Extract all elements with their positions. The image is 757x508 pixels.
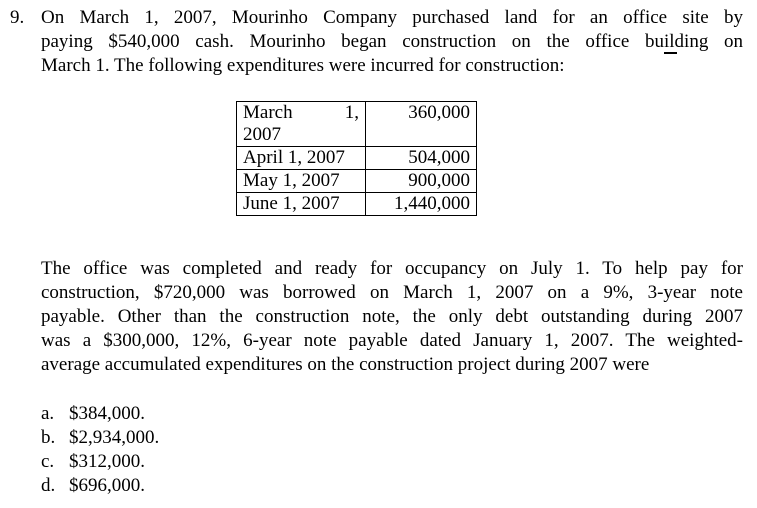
question-intro: [41, 6, 743, 78]
body-line: The office was completed and ready for occupancy on July 1. To help pay for: [41, 258, 743, 279]
date-month: March: [243, 102, 293, 123]
date-cell: April 1, 2007: [237, 147, 366, 170]
date-cell-line: [243, 102, 359, 124]
expenditures-table: [236, 101, 477, 216]
option-d[interactable]: [41, 474, 159, 498]
question-body: [41, 257, 743, 377]
answer-options: [41, 402, 159, 498]
amount-cell: 1,440,000: [366, 193, 477, 216]
intro-line: paying $540,000 cash. Mourinho began construction on the office building on: [41, 31, 743, 52]
option-text: $696,000.: [69, 475, 145, 496]
option-text: $312,000.: [69, 451, 145, 472]
table-row: [237, 193, 477, 216]
option-letter: b.: [41, 427, 56, 448]
intro-line: March 1. The following expenditures were incurred for construction:: [41, 55, 565, 76]
amount-cell: 900,000: [366, 170, 477, 193]
date-year: 2007: [243, 124, 281, 145]
body-line: was a $300,000, 12%, 6-year note payable dated January 1, 2007. The weighted-: [41, 330, 743, 351]
question-number: 9.: [10, 7, 25, 28]
table-row: [237, 170, 477, 193]
table-row: [237, 102, 477, 147]
date-cell: June 1, 2007: [237, 193, 366, 216]
table-row: [237, 147, 477, 170]
option-letter: a.: [41, 403, 55, 424]
body-line: payable. Other than the construction note, the only debt outstanding during 2007: [41, 306, 743, 327]
date-cell: [237, 102, 366, 147]
option-text: $2,934,000.: [69, 427, 160, 448]
option-letter: c.: [41, 451, 55, 472]
option-a[interactable]: [41, 402, 159, 426]
date-day: 1,: [344, 102, 359, 123]
intro-line: On March 1, 2007, Mourinho Company purchased land for an office site by: [41, 7, 743, 28]
date-cell: May 1, 2007: [237, 170, 366, 193]
option-letter: d.: [41, 475, 56, 496]
amount-cell: 360,000: [366, 102, 477, 147]
body-line: average accumulated expenditures on the construction project during 2007 were: [41, 354, 650, 375]
option-text: $384,000.: [69, 403, 145, 424]
amount-cell: 504,000: [366, 147, 477, 170]
option-c[interactable]: [41, 450, 159, 474]
text-cursor-mark: [664, 52, 677, 54]
option-b[interactable]: [41, 426, 159, 450]
body-line: construction, $720,000 was borrowed on March 1, 2007 on a 9%, 3-year note: [41, 282, 743, 303]
